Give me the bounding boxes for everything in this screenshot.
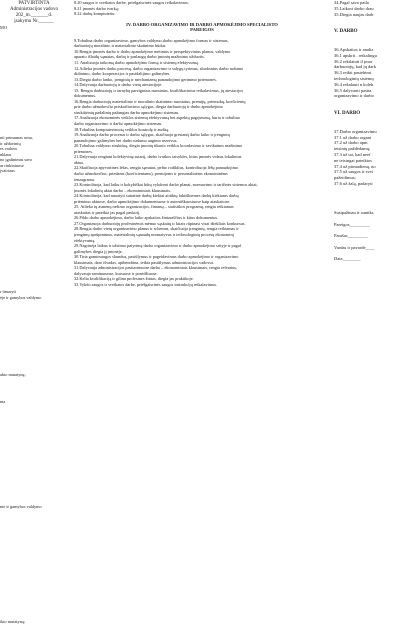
duty-line: darbo užmokesčiui, priedams (koeficientams), premijoms ir personalinėms ekonominėms — [74, 170, 228, 176]
right-fragment-line: organizavimo ir darbo — [334, 93, 374, 99]
right-fragment-line: 37.1 už darbo organi — [334, 134, 372, 140]
top-list-item: 8.21 įmonės darbo tvarką; — [74, 5, 119, 11]
duties-list — [74, 38, 330, 288]
right-fragment-line: 37.Darbo organizavimu — [334, 128, 377, 134]
right-fragment-line: pažeidimus; — [334, 175, 356, 181]
left-fragment-line: es vadovo — [0, 146, 18, 151]
left-text-fragments — [0, 25, 68, 625]
duty-line: 18.Tobulina kompiuterizuotą veiklos kontrolę ir auditą. — [74, 126, 170, 132]
right-fragment-line: 34.Pagal savo pailo — [334, 0, 370, 5]
top-list-item: 8.22 darbų kompiuteriu. — [74, 11, 116, 17]
duty-line: efektyvumą. — [74, 237, 96, 243]
duty-line: struktūrinių padalinių pažangias darbo apmokėjimo sistemas. — [74, 109, 180, 115]
duty-line: 23.Kontroliuoja, kad laiku ir kokybiškai būtų vykdomi darbo planai, normavimo ir tarifinės sistemos aktai, — [74, 182, 258, 188]
right-fragment-line: 36.3 reikti pastebimi — [334, 70, 372, 76]
approval-line: Administracijos vadovo — [10, 7, 58, 12]
duty-line: priemones. — [74, 148, 93, 154]
approval-line: įsakymu Nr.______ — [14, 19, 54, 24]
right-fragment-line: teisinių paždėdamų; — [334, 146, 371, 152]
top-list — [74, 0, 330, 17]
duty-line: 20.Tobulina valdymo struktūrą, diegia įmonių tiksnio veiklos koordavimo ir savikainos mažinimo — [74, 143, 243, 149]
section-iv-heading-line: IV. DARBO ORGANIZAVIMO IR DARBO APMOKĖJIMO SPECIALISTO — [126, 21, 278, 27]
right-fragment-line: 37.3 už tai, kad neef — [334, 151, 371, 157]
right-fragment-line: Pareigos_________ — [334, 221, 370, 227]
left-fragment-line: nia — [0, 399, 6, 404]
duty-line: 30.Tiria gamtosaugos skundus, pasiūlymus ir pageidavimus darbo apmokėjimo ir organizavimo — [74, 254, 239, 260]
duty-line: 12.Atlieka įmonės darbo procesų, darbo organizavimo ir salygų tyrimus, sluoksnius darbo našumo — [74, 65, 244, 71]
right-fragment-line: 36.Apskaitos ir analiz — [334, 46, 374, 52]
right-fragment-line: Data________ — [334, 256, 361, 262]
duty-line: dalyvauja seminaruose, kursuose ir posėdžiuose. — [74, 270, 158, 276]
duty-line: 16.Rengia darbuotojų materialinio ir moralinio skatinimo nuostatus, premijų, priemokų, koeficientų — [74, 98, 246, 104]
left-fragment-line: ikto mutatyną; — [0, 619, 25, 624]
section-iv-heading — [74, 22, 330, 33]
right-fragment-line: 35.Laikosi darbo drau — [334, 5, 374, 11]
left-fragment-line: r ūmaryti — [0, 289, 16, 294]
duty-line: 17.Analizuoja ekonominės veiklos sistemų efektyvumą bei aspektų pagrįstumą, kuria ir tobulina — [74, 115, 240, 121]
left-fragment-line: ėje ir gamybos valdymo — [0, 294, 42, 300]
duty-line: darbuotojų moralinio ir materialinio skatinimo būdus. — [74, 43, 167, 49]
left-column — [0, 0, 68, 624]
duty-line: klausimais, daro išvadas, apibendrina, teikia pasiūlymus administracijos vadovui. — [74, 259, 214, 265]
main-column — [74, 0, 330, 400]
duty-line: 9.Tobulina darbo organizavimo, gamybos valdymo,darbo apmokėjimo formas ir sistemas, — [74, 37, 229, 43]
duty-line: ataskaitas ir pateikia jas pagal paskirtį. — [74, 209, 141, 215]
right-fragment-line: ne teisingai pateiktos — [334, 157, 372, 163]
duty-line: 10.Rengia įmonės darbo ir darbo apmokėjimo metinius ir perspektyvinius planus, valdymo — [74, 48, 231, 54]
duty-line: 26.Pildo darbo apmokėjimo, darbo laiko apskaitos žiniaraščius ir kitus dokumentus. — [74, 215, 219, 221]
duty-line: 31.Dalyvauja administracijos pasitarimuose darbo – ekonominiais klausimais, rengia referatus, — [74, 265, 238, 271]
right-fragment-line: 37.4 už pirmadienų, no — [334, 163, 376, 169]
duty-line: panaudojimo galimybes bei darbo našumo augimo rezervus. — [74, 137, 178, 143]
right-fragment-line: 36.4 rekalauti n kolek — [334, 81, 374, 87]
left-fragment-line: nklaus — [0, 151, 12, 157]
duty-line: įmonės lokalinių aktai darbo – ekonominiais klausimais. — [74, 187, 172, 193]
duty-line: didinimo, darbo kooperacijos ir pasidalijimo galimybes. — [74, 71, 171, 77]
duty-line: prie darbo užmokesčio priskaičiavimo sąlygas, diegia darbuotojų ir darbo apmokėjimo — [74, 104, 223, 110]
duty-line: 22.Skaičiuoja apyvartines lėšas, rengia sąmatas, pelno rodiklius, kontroliuoja lėšų panaudojimo — [74, 165, 239, 171]
duty-line: 11. Analizuoja taikomą darbo apmokėjimo formą ir sistemų efektyvumą. — [74, 60, 199, 66]
duty-line: aktus. — [74, 159, 85, 165]
right-fragment-line: 36.2 rekilaiuti il įmor — [334, 58, 373, 64]
right-fragment-line: 36.1 apskrit . reikalingu — [334, 52, 377, 58]
right-section-heading: VI. DARBO — [334, 110, 361, 116]
duty-line: 27.Organizuoja darbuotojų profesinėmis mėnuo sąskaitų ir kitais rūpinasi visai ištekliais konkursus. — [74, 220, 246, 226]
duty-line: 33.Vykdo saugos ir sveikatos darbe, priešgaisrinės saugos instrukcijų reikalavimus. — [74, 281, 218, 287]
right-text-fragments — [334, 0, 400, 262]
duty-line: 32.Kelia kvalifikaciją ir gilina profesines žinias, diegia jas praktikoje. — [74, 276, 194, 282]
right-section-heading: V. DARBO — [334, 28, 358, 34]
duty-line: aparato išlaidų sąmatas, darbų ir paslaugų darbo įmonių mažinimo užduotis. — [74, 54, 205, 60]
left-fragment-line: įvairiaus — [0, 168, 15, 173]
duty-line: 25. Atlieka tų asmenų nešimo organizacijos, finansų – statistikos programų, rengia reikiamas — [74, 204, 234, 210]
duty-line: 29.Nagrinėja laikus ir užsiimo patyrimą darbo organizavimo ir darbo apmokėjimo srityje ir pagal — [74, 243, 241, 249]
duty-line: tenzagrama. — [74, 176, 95, 182]
top-list-item: 8.20 saugos ir sveikatos darbe, priešgaisrinės saugos reikalavimus; — [74, 0, 189, 5]
duty-line: dokumentus. — [74, 93, 97, 99]
left-fragment-line: nie ir gamybos valdymo — [0, 503, 42, 509]
duty-line: 14.Dalyvauja darbuotojų ir darbo vietų atestacijoje. — [74, 82, 163, 88]
duty-line: 15. Rengia darbuotojų ir tarnybų pareiginius nuostatus, kvalifikacinius reikalavimus, jų atestacijos — [74, 87, 244, 93]
left-fragment-line: nti primumas senu, — [0, 135, 33, 140]
right-fragment-line: 36.5 dalyvauti pasita — [334, 87, 372, 93]
approval-line: 202_m._______d. — [15, 13, 53, 18]
section-iv-heading-line: PAREIGOS — [190, 27, 214, 33]
right-fragment-line: darbuotojų, kad jų dark — [334, 64, 376, 70]
duty-line: įrengimų aprūpinimus, materialinių sąnaudų normatyvus ir technologinių procesų ekonominį — [74, 231, 234, 237]
right-fragment-line: Parašas_________ — [334, 233, 368, 239]
duty-line: 28.Rengia darbo vietų organizavimo planus ir schemas, skaičiuoja įrengimų, rengia reikiamas ir — [74, 226, 239, 232]
approval-line: PATVIRTINTA — [18, 1, 50, 6]
left-fragment-line: no įgalinimas savo — [0, 157, 33, 162]
duty-line: 13.Diegia darbo lanko, įrenginių ir mechanizmų panaudojimo gerinimo priemones. — [74, 76, 217, 82]
duty-line: galimybes diegia jį įmonėje. — [74, 248, 123, 254]
left-fragment-line: MO — [0, 25, 7, 30]
right-fragment-line: 35.Diegia naujas darb — [334, 11, 374, 17]
left-fragment-line: ar rinkiniuose — [0, 162, 24, 168]
duty-line: 19.Analizuoja darbo procesus ir darbo sąlygas, skaičiuoja gresiantį darbo laiko ir įrenginių — [74, 132, 230, 138]
left-fragment-line: ir uždavinių — [0, 140, 21, 146]
duty-line: priėmimo aktuose, darbo apmokėjimo dokumentuose ir autentiškuosiuose kaip ataskaitose. — [74, 198, 231, 204]
right-fragment-line: technologinių sistemų — [334, 75, 374, 81]
right-fragment-line: Susipažinau ir suntiks — [334, 209, 374, 215]
duty-line: 24.Kontroliuoja, kad nuoatyti sutartinė darbų kiekiai atitiktų faktiškiemes darbų kiekiams darbų — [74, 193, 239, 199]
approval-block — [0, 0, 68, 25]
duty-line: darbo organizavimo ir darbo apmokėjimo sistemas. — [74, 121, 163, 127]
right-fragment-line: 37.2 už darbo apm — [334, 140, 368, 146]
right-column — [334, 0, 400, 400]
left-fragment-line: akto mutatyną; — [0, 371, 26, 377]
right-fragment-line: Vardas ir pavardė____ — [334, 244, 375, 250]
duty-line: 21.Dalyvauja rengiant kolektyvinę sutartį, darbo tvarkos taisykles, kitus įmonės vidaus lokalinius — [74, 154, 242, 160]
right-fragment-line: 37.6 už žalą, padaryti — [334, 180, 373, 186]
right-fragment-line: 37.5 už saugos ir svei — [334, 169, 373, 175]
